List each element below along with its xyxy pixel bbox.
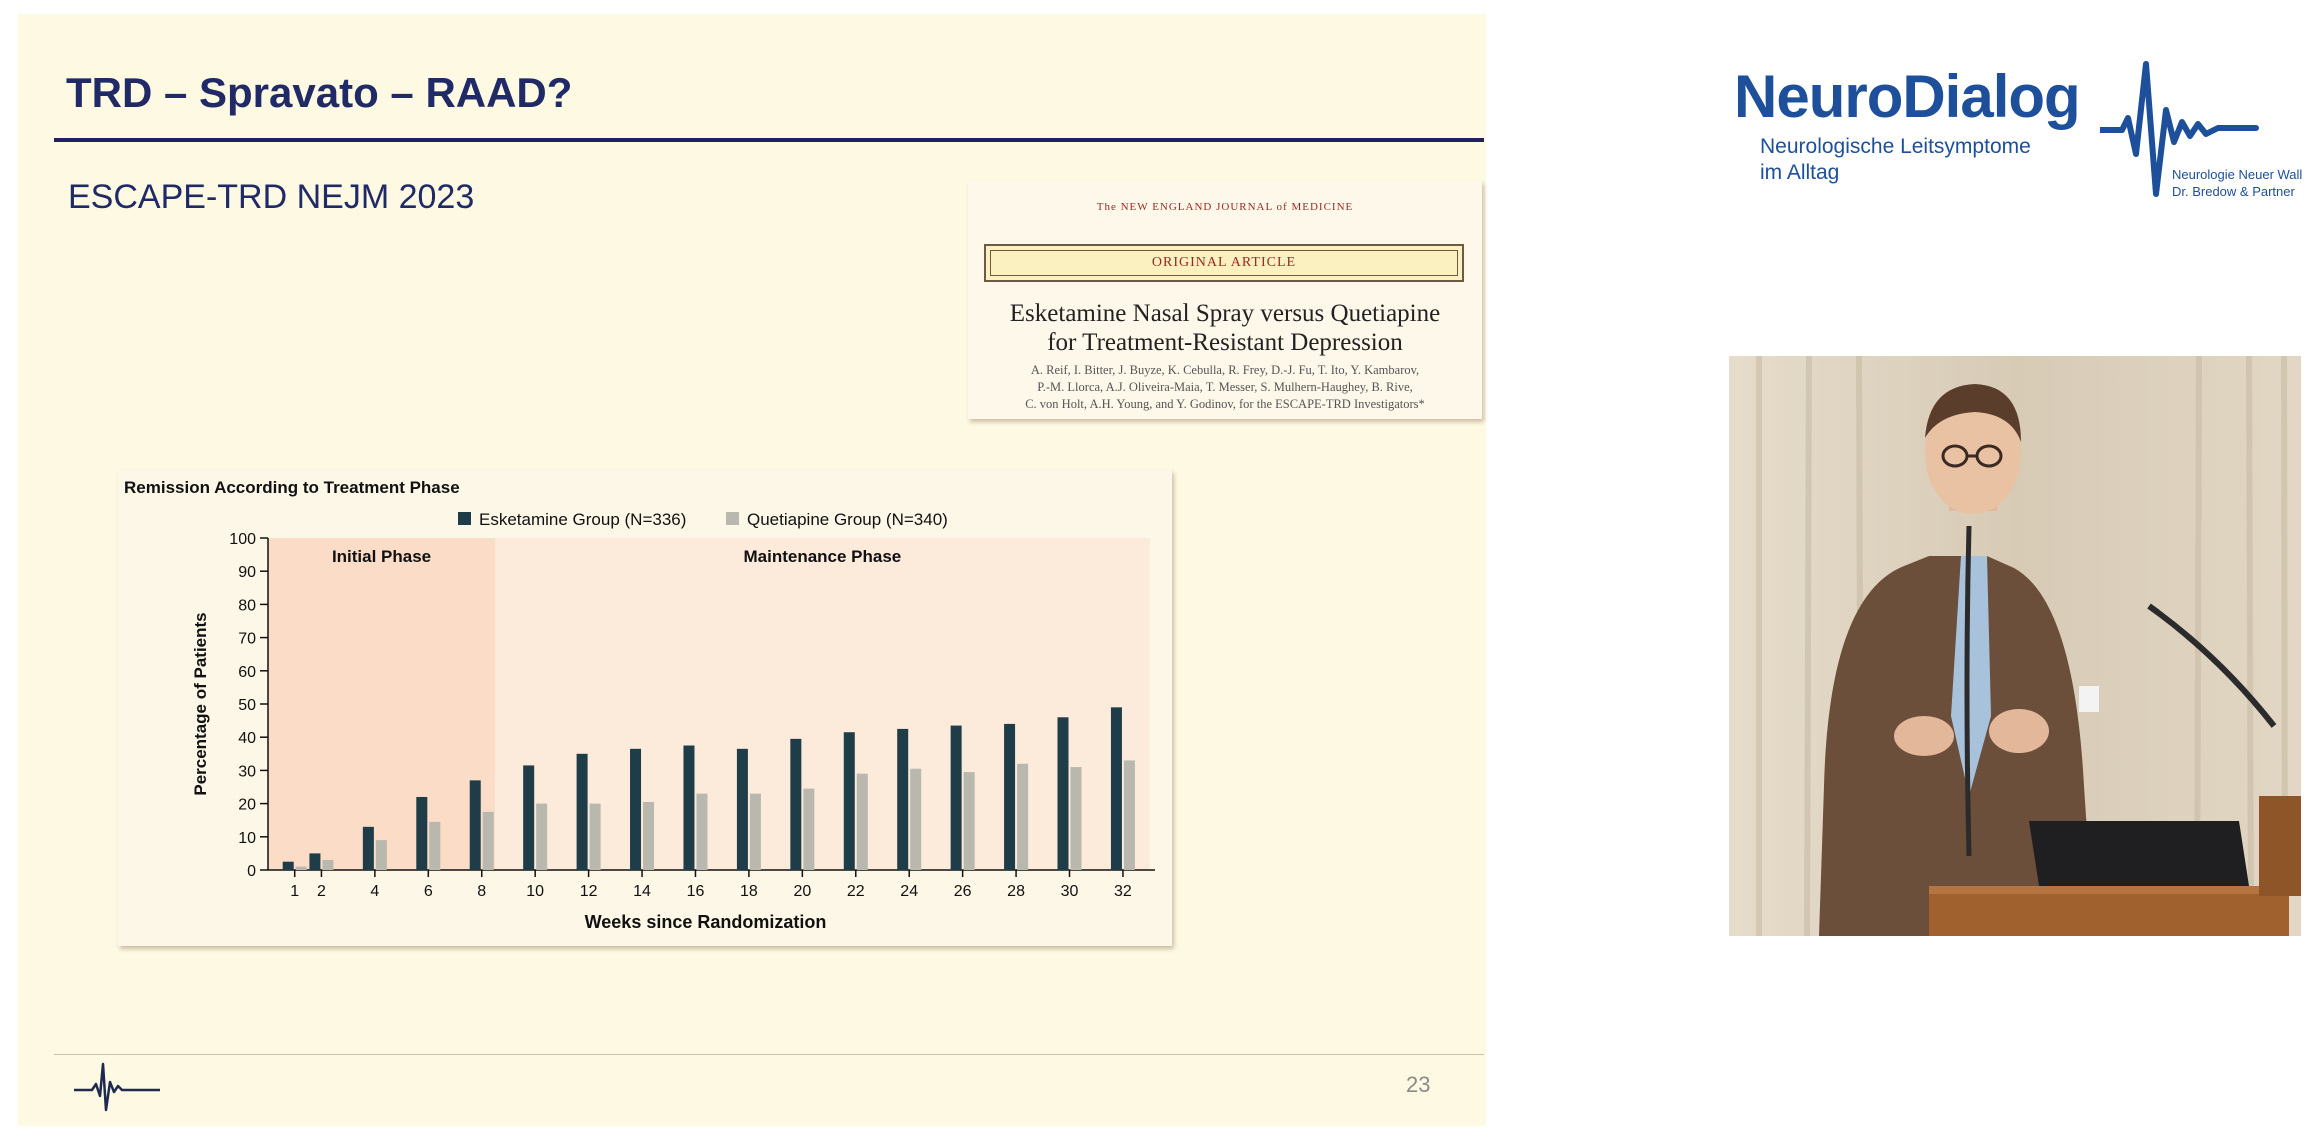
- x-tick-label: 14: [633, 883, 651, 900]
- bar-esketamine-week-6: [416, 797, 427, 870]
- y-tick-label: 40: [238, 730, 256, 748]
- bar-quetiapine-week-1: [296, 867, 307, 870]
- bar-esketamine-week-30: [1058, 717, 1069, 870]
- bar-quetiapine-week-22: [857, 774, 868, 870]
- bar-esketamine-week-28: [1004, 724, 1015, 870]
- bar-quetiapine-week-32: [1124, 760, 1135, 870]
- slide-title: TRD – Spravato – RAAD?: [66, 69, 573, 116]
- x-tick-label: 26: [953, 883, 972, 900]
- article-type-label: ORIGINAL ARTICLE: [990, 250, 1458, 276]
- phase-region-0: [268, 538, 495, 870]
- y-tick-label: 60: [238, 663, 256, 681]
- x-tick-label: 2: [316, 883, 326, 900]
- bar-esketamine-week-24: [897, 729, 908, 870]
- legend-label-1: Quetiapine Group (N=340): [747, 510, 948, 529]
- x-tick-label: 24: [900, 883, 919, 900]
- bar-quetiapine-week-16: [696, 794, 707, 870]
- x-tick-label: 32: [1114, 883, 1132, 900]
- y-tick-label: 90: [238, 564, 256, 582]
- x-axis-title: Weeks since Randomization: [584, 912, 827, 932]
- legend-swatch-1: [726, 512, 739, 525]
- bar-esketamine-week-12: [577, 754, 588, 870]
- bar-esketamine-week-1: [283, 862, 294, 870]
- nejm-article-header: [968, 181, 1482, 419]
- legend-label-0: Esketamine Group (N=336): [479, 510, 687, 529]
- bar-quetiapine-week-24: [910, 769, 921, 870]
- bar-esketamine-week-16: [683, 746, 694, 871]
- y-tick-label: 30: [238, 763, 256, 781]
- bar-quetiapine-week-2: [322, 860, 333, 870]
- bar-esketamine-week-22: [844, 732, 855, 870]
- speaker-video-image: [1729, 356, 2301, 936]
- brand-name: NeuroDialog: [1734, 63, 2080, 130]
- x-tick-label: 30: [1060, 883, 1079, 900]
- y-tick-label: 50: [238, 697, 256, 714]
- x-tick-label: 10: [526, 883, 545, 900]
- article-type-banner: [984, 244, 1464, 282]
- x-tick-label: 1: [290, 883, 300, 900]
- bar-esketamine-week-14: [630, 749, 641, 870]
- authors-line-2: P.-M. Llorca, A.J. Oliveira-Maia, T. Messer, S. Mulhern-Haughey, B. Rive,: [1037, 380, 1413, 394]
- article-title-line-1: Esketamine Nasal Spray versus Quetiapine: [1009, 300, 1441, 327]
- partner-caption-line-2: Dr. Bredow & Partner: [2172, 184, 2295, 199]
- brand-tagline-line-2: im Alltag: [1760, 161, 1840, 184]
- bar-quetiapine-week-8: [483, 812, 494, 870]
- bar-esketamine-week-20: [790, 739, 801, 870]
- speaker-video-feed: [1729, 356, 2301, 936]
- bar-esketamine-week-8: [470, 780, 481, 870]
- bar-quetiapine-week-26: [964, 772, 975, 870]
- partner-caption: [2172, 166, 2302, 200]
- y-tick-label: 100: [229, 531, 256, 548]
- x-tick-label: 18: [740, 883, 758, 900]
- bar-quetiapine-week-28: [1017, 764, 1028, 870]
- legend-swatch-0: [458, 512, 471, 525]
- article-title-line-2: for Treatment-Resistant Depression: [1047, 329, 1403, 356]
- y-tick-label: 0: [247, 863, 256, 880]
- chart-title: Remission According to Treatment Phase: [124, 478, 460, 497]
- journal-masthead: The NEW ENGLAND JOURNAL of MEDICINE: [1096, 201, 1354, 213]
- brand-tagline: [1760, 134, 2031, 186]
- y-tick-label: 20: [238, 796, 256, 814]
- bar-quetiapine-week-20: [803, 789, 814, 870]
- x-tick-label: 28: [1007, 883, 1025, 900]
- x-tick-label: 22: [846, 883, 865, 900]
- bar-esketamine-week-32: [1111, 707, 1122, 870]
- phase-label-0: Initial Phase: [331, 547, 432, 566]
- bar-esketamine-week-10: [523, 765, 534, 870]
- bar-esketamine-week-2: [309, 853, 320, 870]
- y-tick-label: 10: [238, 829, 256, 847]
- footer-divider: [54, 1054, 1484, 1055]
- x-tick-label: 6: [423, 883, 433, 900]
- x-tick-label: 16: [686, 883, 705, 900]
- phase-label-1: Maintenance Phase: [743, 547, 902, 566]
- x-tick-label: 20: [793, 883, 812, 900]
- x-tick-label: 4: [370, 883, 380, 900]
- bar-esketamine-week-18: [737, 749, 748, 870]
- presentation-slide: [18, 14, 1486, 1126]
- page-number: 23: [1406, 1072, 1431, 1097]
- bar-quetiapine-week-14: [643, 802, 654, 870]
- y-tick-label: 80: [238, 597, 256, 615]
- bar-quetiapine-week-10: [536, 804, 547, 870]
- title-divider: [54, 138, 1484, 142]
- wave-logo-icon: [74, 1062, 160, 1112]
- authors-line-3: C. von Holt, A.H. Young, and Y. Godinov, for the ESCAPE-TRD Investigators*: [1025, 397, 1425, 411]
- brand-tagline-line-1: Neurologische Leitsymptome: [1760, 135, 2031, 158]
- x-tick-label: 8: [477, 883, 487, 900]
- authors-line-1: A. Reif, I. Bitter, J. Buyze, K. Cebulla, R. Frey, D.-J. Fu, T. Ito, Y. Kambarov,: [1030, 363, 1420, 377]
- bar-quetiapine-week-12: [590, 804, 601, 870]
- x-tick-label: 12: [579, 883, 598, 900]
- bar-quetiapine-week-18: [750, 794, 761, 870]
- y-axis-title: Percentage of Patients: [191, 612, 210, 796]
- bar-quetiapine-week-4: [376, 840, 387, 870]
- bar-esketamine-week-26: [951, 726, 962, 870]
- bar-esketamine-week-4: [363, 827, 374, 870]
- article-authors: [986, 362, 1464, 413]
- bar-quetiapine-week-6: [429, 822, 440, 870]
- article-title: [968, 299, 1482, 357]
- bar-quetiapine-week-30: [1071, 767, 1082, 870]
- partner-caption-line-1: Neurologie Neuer Wall: [2172, 167, 2303, 182]
- slide-subtitle: ESCAPE-TRD NEJM 2023: [68, 178, 475, 216]
- remission-bar-chart: [118, 470, 1172, 946]
- y-tick-label: 70: [238, 630, 256, 648]
